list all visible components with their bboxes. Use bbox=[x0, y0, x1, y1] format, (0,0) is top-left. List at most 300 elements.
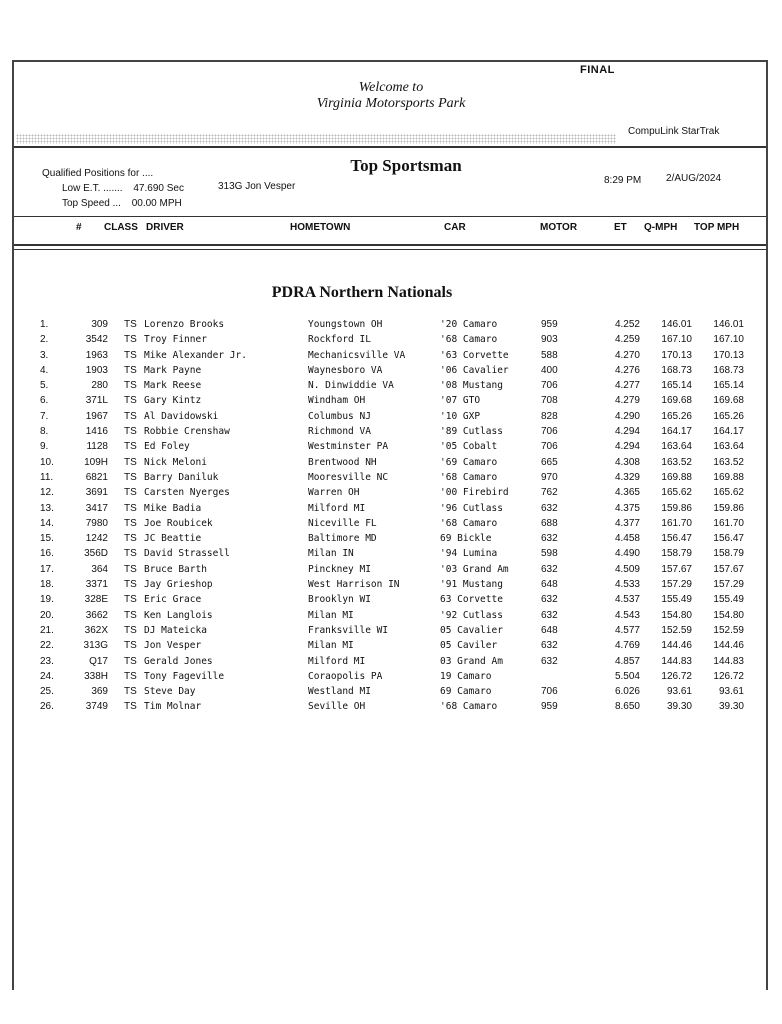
table-row bbox=[0, 594, 782, 609]
cell-et: 4.543 bbox=[614, 609, 640, 621]
cell-position: 5. bbox=[40, 380, 49, 392]
cell-car-number: 369 bbox=[91, 686, 108, 698]
cell-top-mph: 93.61 bbox=[718, 686, 744, 698]
cell-hometown: Columbus NJ bbox=[308, 410, 371, 422]
cell-driver: Carsten Nyerges bbox=[144, 487, 230, 499]
cell-position: 23. bbox=[40, 655, 54, 667]
cell-class: TS bbox=[124, 640, 137, 652]
cell-hometown: Coraopolis PA bbox=[308, 670, 383, 682]
cell-car: 69 Camaro bbox=[440, 686, 492, 698]
cell-position: 13. bbox=[40, 502, 54, 514]
cell-qmph: 146.01 bbox=[661, 319, 692, 330]
table-row bbox=[0, 503, 782, 518]
cell-driver: Gary Kintz bbox=[144, 395, 202, 407]
cell-hometown: Rockford IL bbox=[308, 334, 371, 346]
cell-qmph: 159.86 bbox=[661, 502, 692, 514]
cell-car: '00 Firebird bbox=[440, 487, 509, 499]
cell-car: '03 Grand Am bbox=[440, 563, 509, 575]
cell-driver: David Strassell bbox=[144, 548, 230, 560]
table-row bbox=[0, 686, 782, 701]
cell-class: TS bbox=[124, 579, 137, 591]
cell-motor: 665 bbox=[541, 456, 558, 468]
table-row bbox=[0, 533, 782, 548]
cell-class: TS bbox=[124, 563, 137, 575]
cell-driver: Bruce Barth bbox=[144, 563, 207, 575]
cell-class: TS bbox=[124, 349, 137, 361]
cell-hometown: Brentwood NH bbox=[308, 456, 377, 468]
cell-car-number: 1967 bbox=[85, 410, 108, 422]
cell-class: TS bbox=[124, 395, 137, 407]
cell-class: TS bbox=[124, 487, 137, 499]
cell-car-number: Q17 bbox=[89, 655, 108, 667]
cell-car-number: 1242 bbox=[85, 533, 108, 545]
cell-car-number: 356D bbox=[84, 548, 108, 560]
welcome-heading bbox=[0, 80, 782, 112]
top-speed-label: Top Speed ... bbox=[62, 198, 121, 209]
cell-et: 4.270 bbox=[614, 349, 640, 361]
cell-position: 25. bbox=[40, 686, 54, 698]
cell-top-mph: 161.70 bbox=[713, 517, 744, 529]
col-header-qmph: Q-MPH bbox=[644, 222, 678, 233]
cell-motor: 648 bbox=[541, 624, 558, 636]
table-row bbox=[0, 395, 782, 410]
cell-position: 19. bbox=[40, 594, 54, 606]
cell-driver: Eric Grace bbox=[144, 594, 202, 606]
cell-car-number: 3371 bbox=[85, 579, 108, 591]
cell-et: 5.504 bbox=[614, 670, 640, 682]
cell-motor: 970 bbox=[541, 471, 558, 483]
cell-driver: Mike Alexander Jr. bbox=[144, 349, 247, 361]
cell-hometown: Milford MI bbox=[308, 655, 366, 667]
cell-et: 4.577 bbox=[614, 624, 640, 636]
cell-motor: 706 bbox=[541, 380, 558, 392]
table-row bbox=[0, 548, 782, 563]
cell-class: TS bbox=[124, 701, 137, 713]
divider-line bbox=[14, 146, 766, 148]
cell-position: 4. bbox=[40, 364, 49, 376]
cell-position: 2. bbox=[40, 334, 49, 346]
cell-top-mph: 165.26 bbox=[713, 410, 744, 422]
report-date: 2/AUG/2024 bbox=[666, 173, 722, 184]
cell-car-number: 1416 bbox=[85, 426, 108, 438]
cell-car: '68 Camaro bbox=[440, 471, 498, 483]
cell-et: 4.769 bbox=[614, 640, 640, 652]
cell-car: 69 Bickle bbox=[440, 533, 492, 545]
cell-top-mph: 146.01 bbox=[713, 319, 744, 330]
cell-qmph: 157.67 bbox=[661, 563, 692, 575]
cell-car: '91 Mustang bbox=[440, 579, 503, 591]
cell-position: 9. bbox=[40, 441, 49, 453]
cell-qmph: 167.10 bbox=[661, 334, 692, 346]
cell-hometown: Westminster PA bbox=[308, 441, 389, 453]
cell-class: TS bbox=[124, 670, 137, 682]
table-row bbox=[0, 426, 782, 441]
cell-driver: Jay Grieshop bbox=[144, 579, 213, 591]
cell-motor: 632 bbox=[541, 563, 558, 575]
cell-qmph: 157.29 bbox=[661, 579, 692, 591]
cell-driver: Troy Finner bbox=[144, 334, 207, 346]
cell-class: TS bbox=[124, 594, 137, 606]
cell-motor: 632 bbox=[541, 594, 558, 606]
cell-hometown: Franksville WI bbox=[308, 624, 389, 636]
cell-class: TS bbox=[124, 426, 137, 438]
top-speed-value: 00.00 MPH bbox=[131, 198, 182, 209]
cell-et: 6.026 bbox=[614, 686, 640, 698]
cell-car: '06 Cavalier bbox=[440, 364, 509, 376]
cell-driver: Lorenzo Brooks bbox=[144, 319, 225, 330]
cell-car-number: 3691 bbox=[85, 487, 108, 499]
cell-class: TS bbox=[124, 533, 137, 545]
cell-position: 22. bbox=[40, 640, 54, 652]
table-row bbox=[0, 671, 782, 686]
cell-et: 4.365 bbox=[614, 487, 640, 499]
divider-line bbox=[14, 216, 766, 217]
cell-hometown: Milford MI bbox=[308, 502, 366, 514]
cell-hometown: Youngstown OH bbox=[308, 319, 383, 330]
cell-driver: Steve Day bbox=[144, 686, 196, 698]
cell-car: '89 Cutlass bbox=[440, 426, 503, 438]
cell-hometown: Richmond VA bbox=[308, 426, 371, 438]
cell-class: TS bbox=[124, 686, 137, 698]
cell-position: 3. bbox=[40, 349, 49, 361]
cell-class: TS bbox=[124, 609, 137, 621]
col-header-number: # bbox=[76, 222, 82, 233]
cell-motor: 632 bbox=[541, 502, 558, 514]
cell-class: TS bbox=[124, 471, 137, 483]
cell-et: 4.490 bbox=[614, 548, 640, 560]
cell-class: TS bbox=[124, 364, 137, 376]
qualified-title: Qualified Positions for .... bbox=[42, 168, 154, 179]
cell-motor: 632 bbox=[541, 640, 558, 652]
divider-line bbox=[14, 244, 766, 246]
cell-car-number: 1903 bbox=[85, 364, 108, 376]
cell-position: 7. bbox=[40, 410, 49, 422]
cell-motor: 706 bbox=[541, 441, 558, 453]
cell-et: 4.537 bbox=[614, 594, 640, 606]
cell-car: '94 Lumina bbox=[440, 548, 498, 560]
cell-qmph: 39.30 bbox=[666, 701, 692, 713]
cell-car-number: 3542 bbox=[85, 334, 108, 346]
cell-qmph: 164.17 bbox=[661, 426, 692, 438]
top-speed-row bbox=[42, 196, 184, 211]
cell-motor: 648 bbox=[541, 579, 558, 591]
cell-class: TS bbox=[124, 456, 137, 468]
cell-hometown: Westland MI bbox=[308, 686, 371, 698]
cell-car-number: 280 bbox=[91, 380, 108, 392]
cell-qmph: 93.61 bbox=[666, 686, 692, 698]
cell-car: 63 Corvette bbox=[440, 594, 503, 606]
track-name: Virginia Motorsports Park bbox=[316, 96, 466, 111]
cell-car: 05 Caviler bbox=[440, 640, 498, 652]
table-row bbox=[0, 411, 782, 426]
cell-top-mph: 152.59 bbox=[713, 624, 744, 636]
cell-qmph: 161.70 bbox=[661, 517, 692, 529]
cell-hometown: Waynesboro VA bbox=[308, 364, 383, 376]
cell-qmph: 154.80 bbox=[661, 609, 692, 621]
cell-car-number: 6821 bbox=[85, 471, 108, 483]
cell-top-mph: 39.30 bbox=[718, 701, 744, 713]
cell-et: 4.377 bbox=[614, 517, 640, 529]
divider-line bbox=[14, 249, 766, 250]
cell-car: '07 GTO bbox=[440, 395, 481, 407]
cell-position: 16. bbox=[40, 548, 54, 560]
cell-qmph: 144.83 bbox=[661, 655, 692, 667]
cell-qmph: 155.49 bbox=[661, 594, 692, 606]
cell-class: TS bbox=[124, 502, 137, 514]
cell-position: 20. bbox=[40, 609, 54, 621]
cell-class: TS bbox=[124, 380, 137, 392]
cell-position: 14. bbox=[40, 517, 54, 529]
table-row bbox=[0, 487, 782, 502]
table-row bbox=[0, 564, 782, 579]
cell-class: TS bbox=[124, 319, 137, 330]
cell-hometown: Baltimore MD bbox=[308, 533, 377, 545]
event-class-title: Top Sportsman bbox=[350, 156, 462, 175]
low-et-label: Low E.T. ....... bbox=[62, 183, 123, 194]
report-time: 8:29 PM bbox=[604, 175, 642, 186]
cell-et: 4.279 bbox=[614, 395, 640, 407]
results-table bbox=[0, 319, 782, 717]
cell-qmph: 165.26 bbox=[661, 410, 692, 422]
cell-car-number: 364 bbox=[91, 563, 108, 575]
cell-et: 4.857 bbox=[614, 655, 640, 667]
table-row bbox=[0, 319, 782, 334]
cell-driver: Ed Foley bbox=[144, 441, 190, 453]
cell-position: 6. bbox=[40, 395, 49, 407]
cell-car: 19 Camaro bbox=[440, 670, 492, 682]
cell-class: TS bbox=[124, 655, 137, 667]
cell-et: 8.650 bbox=[614, 701, 640, 713]
cell-top-mph: 157.67 bbox=[713, 563, 744, 575]
cell-driver: Mark Payne bbox=[144, 364, 202, 376]
cell-position: 17. bbox=[40, 563, 54, 575]
cell-qmph: 126.72 bbox=[661, 670, 692, 682]
race-name: PDRA Northern Nationals bbox=[271, 284, 453, 301]
cell-motor: 688 bbox=[541, 517, 558, 529]
cell-top-mph: 157.29 bbox=[713, 579, 744, 591]
cell-car-number: 309 bbox=[91, 319, 108, 330]
cell-driver: Joe Roubicek bbox=[144, 517, 213, 529]
cell-car-number: 1963 bbox=[85, 349, 108, 361]
cell-top-mph: 165.14 bbox=[713, 380, 744, 392]
cell-hometown: Mechanicsville VA bbox=[308, 349, 406, 361]
cell-driver: Nick Meloni bbox=[144, 456, 207, 468]
cell-motor: 762 bbox=[541, 487, 558, 499]
cell-et: 4.509 bbox=[614, 563, 640, 575]
cell-qmph: 152.59 bbox=[661, 624, 692, 636]
cell-top-mph: 158.79 bbox=[713, 548, 744, 560]
table-row bbox=[0, 640, 782, 655]
col-header-car: CAR bbox=[444, 222, 466, 233]
cell-position: 24. bbox=[40, 670, 54, 682]
cell-et: 4.277 bbox=[614, 380, 640, 392]
cell-car-number: 3417 bbox=[85, 502, 108, 514]
table-row bbox=[0, 518, 782, 533]
cell-driver: Al Davidowski bbox=[144, 410, 219, 422]
table-row bbox=[0, 334, 782, 349]
cell-car-number: 109H bbox=[84, 456, 108, 468]
cell-hometown: N. Dinwiddie VA bbox=[308, 380, 394, 392]
cell-et: 4.294 bbox=[614, 426, 640, 438]
cell-driver: Ken Langlois bbox=[144, 609, 213, 621]
cell-top-mph: 144.83 bbox=[713, 655, 744, 667]
cell-top-mph: 169.88 bbox=[713, 471, 744, 483]
col-header-class: CLASS bbox=[104, 222, 138, 233]
cell-top-mph: 163.52 bbox=[713, 456, 744, 468]
cell-top-mph: 165.62 bbox=[713, 487, 744, 499]
cell-qmph: 165.14 bbox=[661, 380, 692, 392]
cell-car: '20 Camaro bbox=[440, 319, 498, 330]
cell-et: 4.259 bbox=[614, 334, 640, 346]
table-row bbox=[0, 457, 782, 472]
cell-qmph: 165.62 bbox=[661, 487, 692, 499]
cell-motor: 959 bbox=[541, 701, 558, 713]
cell-car-number: 3662 bbox=[85, 609, 108, 621]
table-row bbox=[0, 625, 782, 640]
cell-hometown: Brooklyn WI bbox=[308, 594, 371, 606]
cell-car-number: 3749 bbox=[85, 701, 108, 713]
cell-car: '96 Cutlass bbox=[440, 502, 503, 514]
cell-motor: 706 bbox=[541, 426, 558, 438]
cell-car: '08 Mustang bbox=[440, 380, 503, 392]
cell-top-mph: 126.72 bbox=[713, 670, 744, 682]
table-row bbox=[0, 656, 782, 671]
cell-motor: 632 bbox=[541, 655, 558, 667]
cell-top-mph: 156.47 bbox=[713, 533, 744, 545]
cell-motor: 828 bbox=[541, 410, 558, 422]
table-row bbox=[0, 380, 782, 395]
cell-hometown: Pinckney MI bbox=[308, 563, 371, 575]
cell-driver: Tim Molnar bbox=[144, 701, 202, 713]
cell-position: 10. bbox=[40, 456, 54, 468]
cell-qmph: 163.64 bbox=[661, 441, 692, 453]
table-row bbox=[0, 350, 782, 365]
cell-qmph: 156.47 bbox=[661, 533, 692, 545]
cell-et: 4.533 bbox=[614, 579, 640, 591]
cell-car: '69 Camaro bbox=[440, 456, 498, 468]
cell-car: 05 Cavalier bbox=[440, 624, 503, 636]
cell-car: '10 GXP bbox=[440, 410, 481, 422]
table-row bbox=[0, 701, 782, 716]
cell-car: 03 Grand Am bbox=[440, 655, 503, 667]
cell-driver: Barry Daniluk bbox=[144, 471, 219, 483]
cell-qmph: 168.73 bbox=[661, 364, 692, 376]
table-row bbox=[0, 365, 782, 380]
cell-qmph: 169.88 bbox=[661, 471, 692, 483]
cell-car: '92 Cutlass bbox=[440, 609, 503, 621]
cell-hometown: Warren OH bbox=[308, 487, 360, 499]
cell-et: 4.458 bbox=[614, 533, 640, 545]
welcome-line: Welcome to bbox=[358, 80, 424, 95]
cell-top-mph: 167.10 bbox=[713, 334, 744, 346]
col-header-motor: MOTOR bbox=[540, 222, 578, 233]
cell-position: 11. bbox=[40, 471, 54, 483]
cell-position: 8. bbox=[40, 426, 49, 438]
cell-position: 15. bbox=[40, 533, 54, 545]
cell-hometown: Windham OH bbox=[308, 395, 366, 407]
cell-top-mph: 159.86 bbox=[713, 502, 744, 514]
cell-et: 4.375 bbox=[614, 502, 640, 514]
cell-top-mph: 155.49 bbox=[713, 594, 744, 606]
cell-top-mph: 170.13 bbox=[713, 349, 744, 361]
cell-position: 12. bbox=[40, 487, 54, 499]
cell-qmph: 163.52 bbox=[661, 456, 692, 468]
col-header-driver: DRIVER bbox=[146, 222, 184, 233]
table-row bbox=[0, 441, 782, 456]
cell-et: 4.294 bbox=[614, 441, 640, 453]
cell-class: TS bbox=[124, 517, 137, 529]
cell-car-number: 328E bbox=[84, 594, 108, 606]
cell-top-mph: 144.46 bbox=[713, 640, 744, 652]
cell-motor: 632 bbox=[541, 533, 558, 545]
cell-motor: 706 bbox=[541, 686, 558, 698]
cell-qmph: 169.68 bbox=[661, 395, 692, 407]
cell-hometown: Mooresville NC bbox=[308, 471, 389, 483]
cell-car: '63 Corvette bbox=[440, 349, 509, 361]
timing-system-label: CompuLink StarTrak bbox=[628, 126, 720, 137]
cell-driver: Mark Reese bbox=[144, 380, 202, 392]
cell-hometown: West Harrison IN bbox=[308, 579, 400, 591]
cell-et: 4.329 bbox=[614, 471, 640, 483]
cell-driver: Gerald Jones bbox=[144, 655, 213, 667]
cell-driver: Jon Vesper bbox=[144, 640, 202, 652]
cell-driver: Robbie Crenshaw bbox=[144, 426, 230, 438]
cell-qmph: 170.13 bbox=[661, 349, 692, 361]
cell-et: 4.308 bbox=[614, 456, 640, 468]
col-header-hometown: HOMETOWN bbox=[290, 222, 351, 233]
cell-class: TS bbox=[124, 441, 137, 453]
cell-class: TS bbox=[124, 410, 137, 422]
cell-class: TS bbox=[124, 624, 137, 636]
cell-hometown: Seville OH bbox=[308, 701, 366, 713]
cell-car-number: 338H bbox=[84, 670, 108, 682]
cell-qmph: 144.46 bbox=[661, 640, 692, 652]
cell-driver: DJ Mateicka bbox=[144, 624, 207, 636]
cell-hometown: Milan MI bbox=[308, 609, 354, 621]
cell-top-mph: 154.80 bbox=[713, 609, 744, 621]
cell-hometown: Milan MI bbox=[308, 640, 354, 652]
cell-motor: 903 bbox=[541, 334, 558, 346]
cell-class: TS bbox=[124, 334, 137, 346]
cell-top-mph: 168.73 bbox=[713, 364, 744, 376]
col-header-et: ET bbox=[614, 222, 627, 233]
table-row bbox=[0, 472, 782, 487]
cell-motor: 598 bbox=[541, 548, 558, 560]
cell-class: TS bbox=[124, 548, 137, 560]
cell-position: 1. bbox=[40, 319, 49, 330]
cell-top-mph: 163.64 bbox=[713, 441, 744, 453]
table-row bbox=[0, 610, 782, 625]
cell-motor: 632 bbox=[541, 609, 558, 621]
cell-driver: JC Beattie bbox=[144, 533, 202, 545]
cell-motor: 400 bbox=[541, 364, 558, 376]
dotted-divider bbox=[16, 134, 616, 144]
final-label: FINAL bbox=[580, 64, 615, 76]
cell-et: 4.276 bbox=[614, 364, 640, 376]
cell-motor: 588 bbox=[541, 349, 558, 361]
cell-car-number: 7980 bbox=[85, 517, 108, 529]
cell-motor: 959 bbox=[541, 319, 558, 330]
cell-position: 26. bbox=[40, 701, 54, 713]
cell-motor: 708 bbox=[541, 395, 558, 407]
low-et-row bbox=[42, 181, 184, 196]
cell-car-number: 1128 bbox=[86, 441, 108, 453]
col-header-top-mph: TOP MPH bbox=[694, 222, 740, 233]
cell-position: 21. bbox=[40, 624, 54, 636]
cell-driver: Tony Fageville bbox=[144, 670, 225, 682]
table-row bbox=[0, 579, 782, 594]
cell-car: '05 Cobalt bbox=[440, 441, 498, 453]
